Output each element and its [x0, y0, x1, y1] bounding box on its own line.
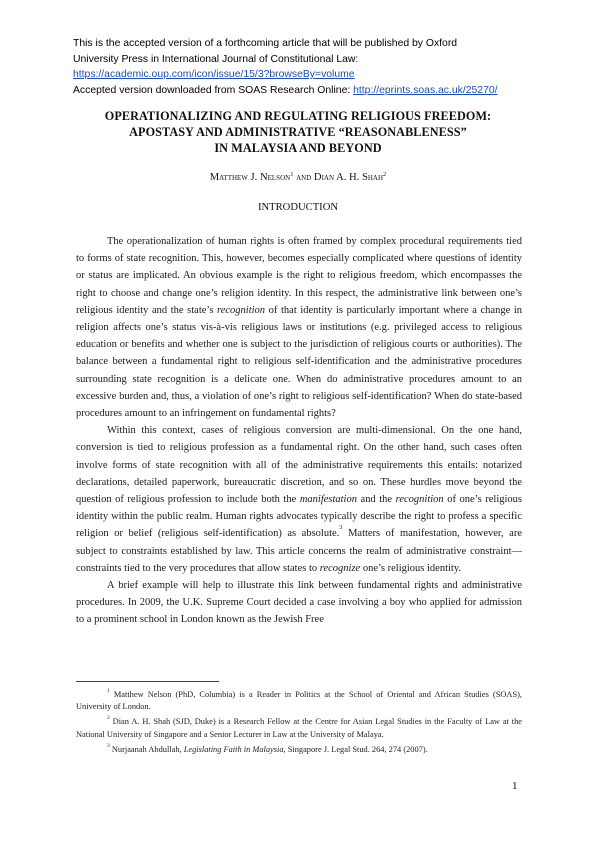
title-line-2: APOSTASY AND ADMINISTRATIVE “REASONABLENESS”	[129, 125, 467, 139]
footnote-1: $^1$ Matthew Nelson (PhD, Columbia) is a Reader in Politics at the School of Oriental and African Studies (SOAS), University of London.	[76, 688, 522, 712]
body-paragraph: The operationalization of human rights is often framed by complex procedural requirements tied to forms of state recognition. This, however, becomes especially complicated where questions of identity or status are implicated. An obvious example is the right to religious freedom, which encompasses the right to choose and change one’s religion identity. In this respect, the administrative link between one’s religious identity and the state’s recognition of that identity is particularly important where a change in religion affects one’s status vis-à-vis religious laws or institutions (e.g. privileged access to religious education or benefits and whether one is subject to the jurisdiction of religious courts or authorities). The balance between a fundamental right to religious self-identification and the administrative procedures surrounding state recognition is a delicate one. When do administrative procedures amount to an excessive burden and, thus, a violation of one’s right to religious self-identification? When do state-based procedures amount to an infringement on fundamental rights?	[76, 236, 522, 420]
author-1-footnote-mark: 1	[290, 171, 294, 178]
soas-eprint-link[interactable]: http://eprints.soas.ac.uk/25270/	[353, 84, 498, 96]
title-line-3: IN MALAYSIA AND BEYOND	[214, 141, 382, 155]
repository-notice	[73, 36, 543, 98]
author-2-footnote-mark: 2	[383, 171, 387, 178]
title-line-1: OPERATIONALIZING AND REGULATING RELIGIOUS FREEDOM:	[104, 109, 492, 123]
notice-line-2: University Press in International Journal of Constitutional Law:	[73, 53, 359, 65]
notice-line-4: Accepted version downloaded from SOAS Research Online:	[73, 84, 354, 96]
body-text	[76, 233, 522, 629]
journal-issue-link[interactable]: https://academic.oup.com/icon/issue/15/3?browseBy=volume	[73, 69, 355, 80]
body-paragraph: A brief example will help to illustrate this link between fundamental rights and administrative procedures. In 2009, the U.K. Supreme Court decided a case involving a boy who applied for admission to a prominent school in London known as the Jewish Free	[76, 580, 522, 626]
footnote-divider	[76, 681, 219, 682]
section-heading: INTRODUCTION	[257, 202, 339, 213]
author-line	[72, 172, 524, 183]
author-1: Matthew J. Nelson	[209, 172, 291, 183]
author-2: Dian A. H. Shah	[313, 172, 384, 183]
author-conjunction: and	[296, 172, 312, 183]
footnote-ref-3: 3	[339, 524, 343, 532]
footnote-2: $^2$ Dian A. H. Shah (SJD, Duke) is a Research Fellow at the Centre for Asian Legal Studies in the Faculty of Law at the National University of Singapore and a Senior Lecturer in Law at the University of Malaya.	[76, 715, 522, 739]
footnotes	[76, 689, 522, 759]
body-paragraph: Within this context, cases of religious conversion are multi-dimensional. On the one hand, conversion is tied to religious profession as a fundamental right. On the other hand, such cases often involve forms of state recognition with all of the administrative requirements this entails: notarized declarations, detailed paperwork, bureaucratic discretion, and so on. These hurdles move beyond the question of religious profession to include both the manifestation and the recognition of one’s religious identity within the public realm. Human rights advocates typically describe the right to profess a specific religion or belief (religious self-identification) as absolute.$^3$ Matters of manifestation, however, are subject to constraints established by law. This article concerns the realm of administrative constraint—constraints tied to the very procedures that allow states to recognize one’s religious identity.	[76, 425, 522, 574]
notice-line-1: This is the accepted version of a forthcoming article that will be published by Oxford	[73, 38, 458, 49]
footnote-3: $^3$ Nurjaanah Abdullah, Legislating Faith in Malaysia, Singapore J. Legal Stud. 264, 274 (2007).	[107, 742, 428, 754]
page-number: 1	[512, 780, 518, 792]
article-title	[72, 108, 524, 156]
